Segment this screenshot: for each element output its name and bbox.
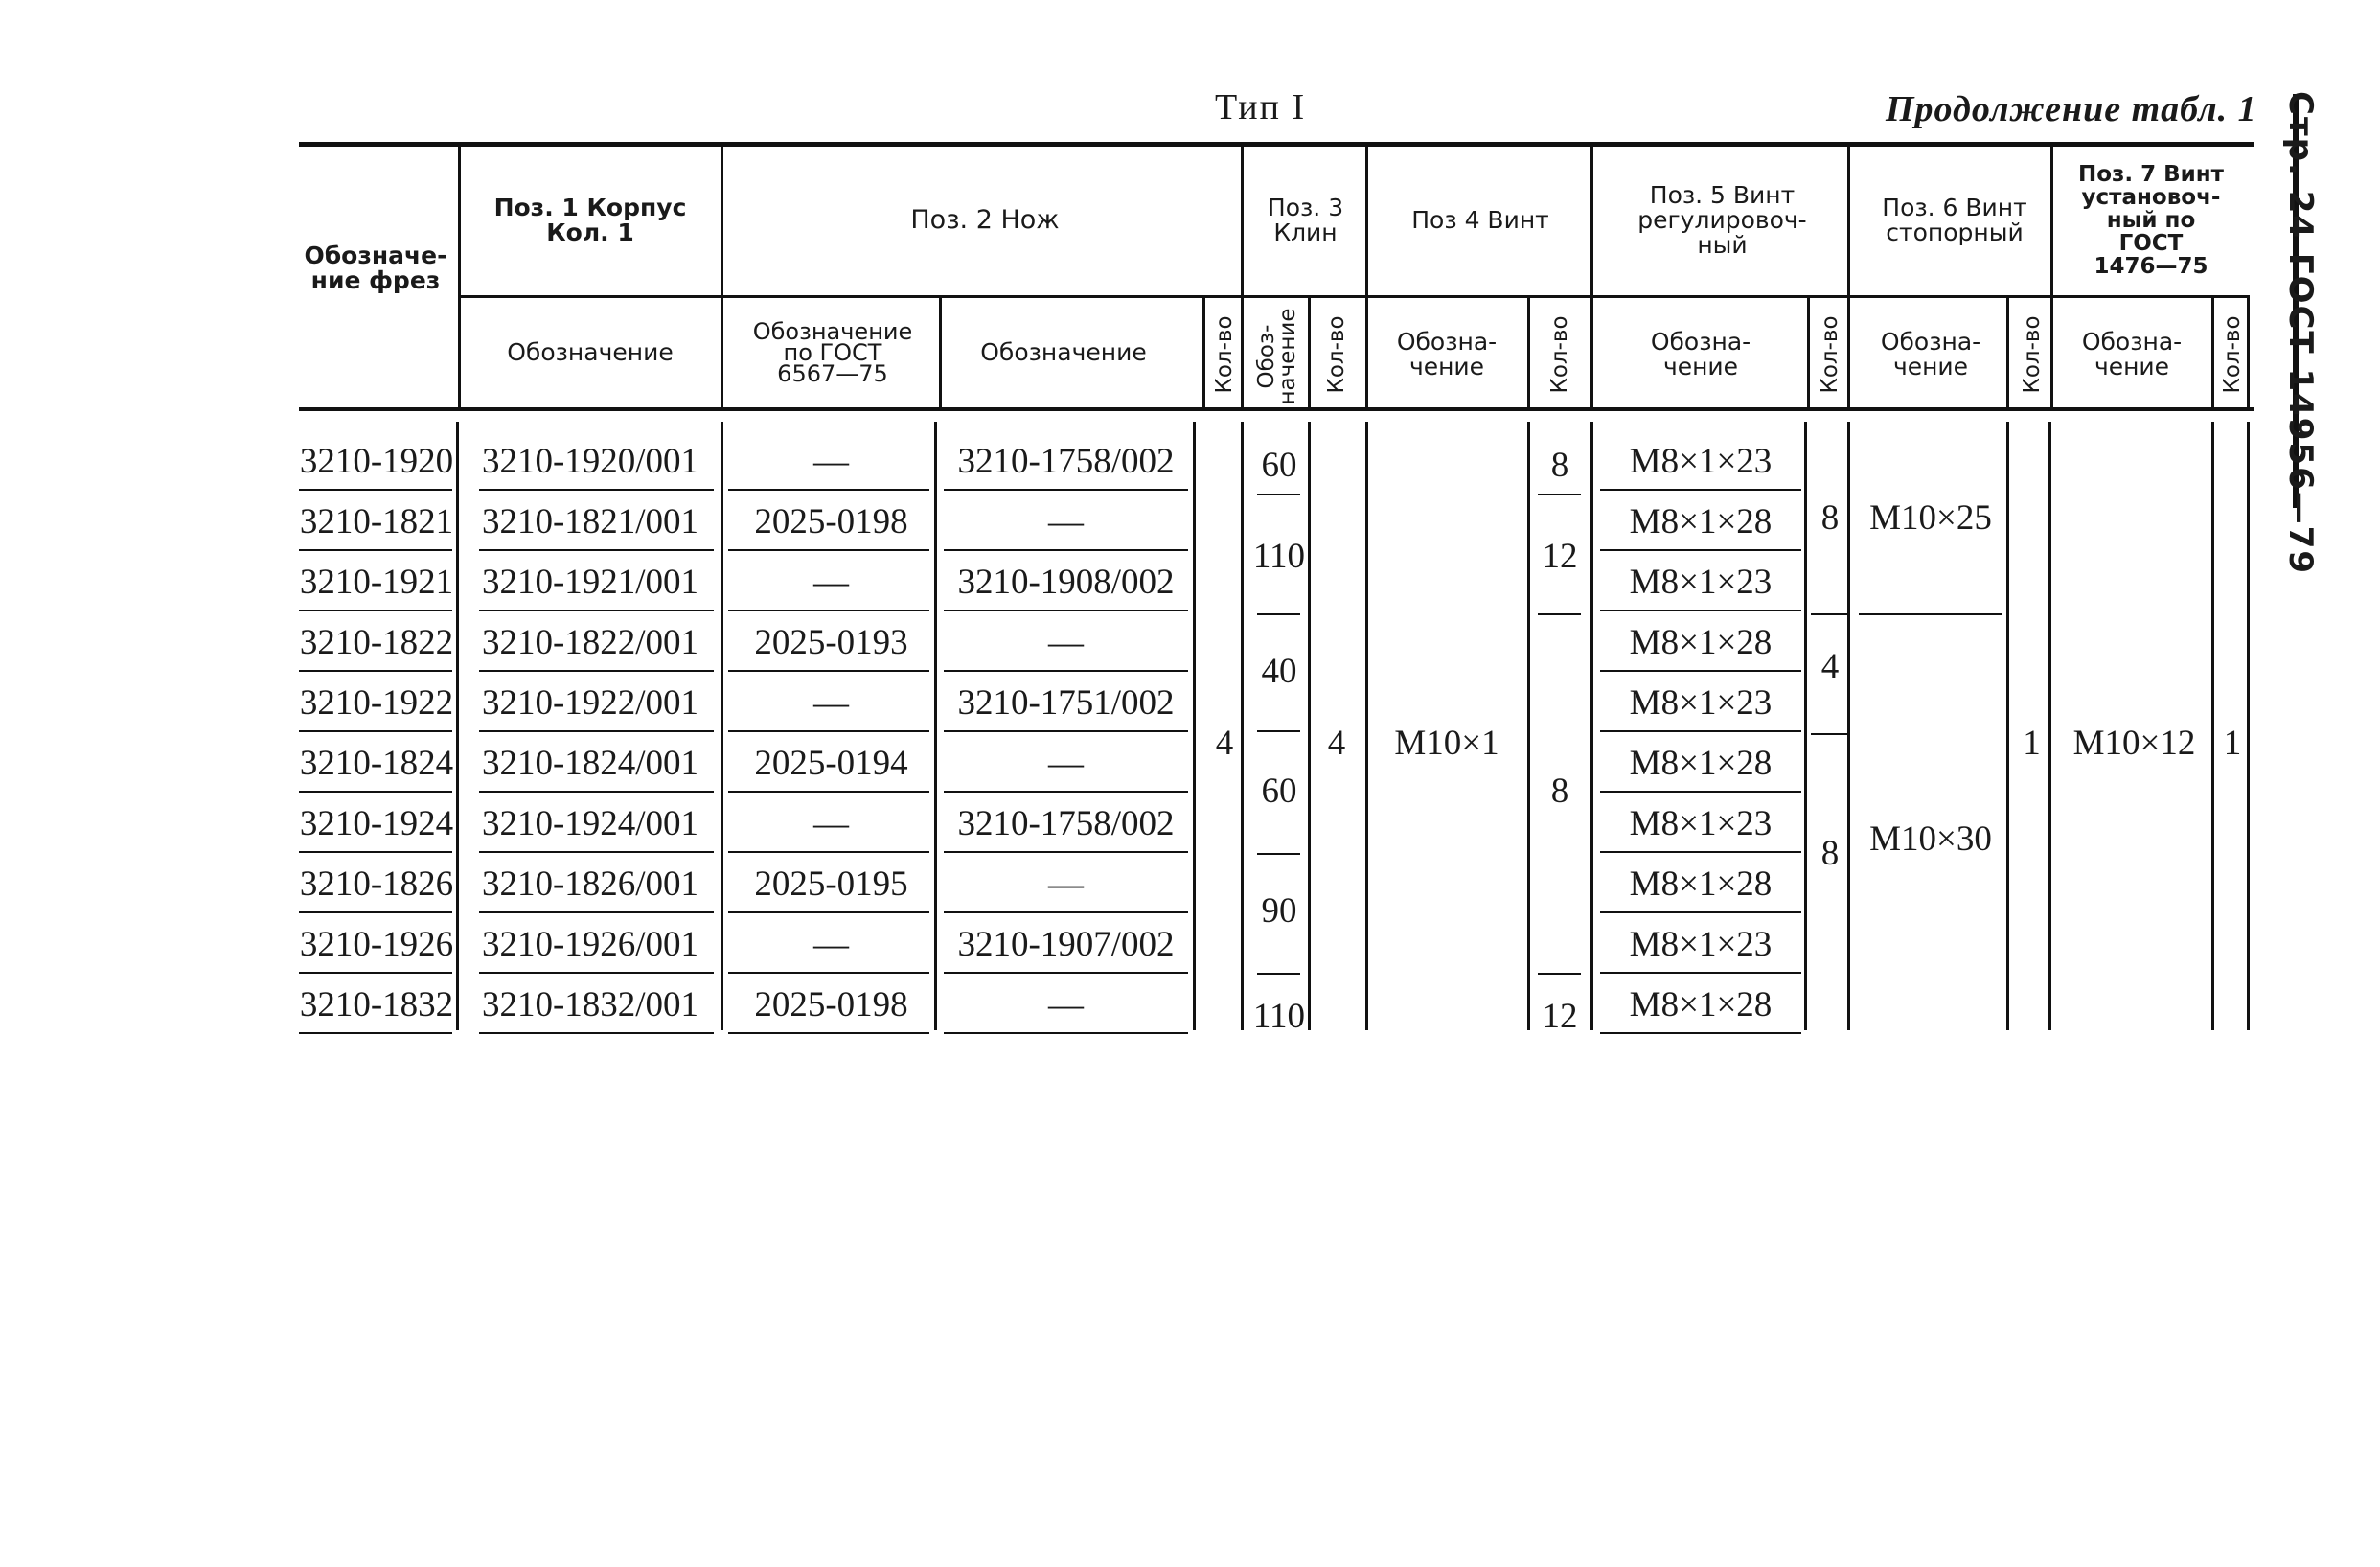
klin-obozn-1: 60 (1261, 445, 1297, 485)
poz6-rule (1859, 613, 2002, 615)
header-col-rule (1590, 144, 1593, 407)
top-rule (299, 142, 2254, 147)
cell-poz5: M8×1×23 (1629, 925, 1773, 964)
poz5-kol-1: 8 (1820, 497, 1840, 538)
header-col-rule (721, 144, 723, 407)
body-col-rule (1193, 422, 1196, 1030)
klin-kol: 4 (1327, 723, 1346, 763)
row-rule (479, 549, 714, 551)
header-col-rule (458, 144, 461, 407)
cell-poz1: 3210-1921/001 (481, 563, 699, 602)
klin-obozn-2: 110 (1252, 536, 1306, 576)
cell-gost: 2025-0194 (754, 744, 908, 783)
cell-nozh: — (1048, 744, 1084, 783)
poz5-kol-2: 4 (1820, 646, 1840, 686)
col-poz7-kol: Кол-во (2220, 315, 2245, 394)
cell-poz1: 3210-1922/001 (481, 683, 699, 723)
row-rule (299, 911, 452, 913)
cell-nozh: — (1048, 623, 1084, 662)
cell-poz1: 3210-1832/001 (481, 985, 699, 1025)
row-rule (479, 670, 714, 672)
row-rule (728, 972, 929, 974)
cell-gost: — (813, 563, 849, 602)
row-rule (728, 791, 929, 793)
poz4-obozn: M10×1 (1394, 723, 1499, 763)
klin-rule (1257, 730, 1300, 732)
row-rule (1600, 1032, 1801, 1034)
header-mid-rule (458, 295, 2250, 298)
col-poz7-sub-obozn: Обозна- чение (2081, 328, 2183, 380)
continuation-title: Продолжение табл. 1 (1886, 89, 2257, 129)
col-poz5-sub-obozn: Обозна- чение (1650, 328, 1751, 380)
cell-nozh: 3210-1758/002 (957, 804, 1175, 843)
col-poz1-sub: Обозначение (507, 337, 674, 366)
klin-obozn-5: 90 (1261, 890, 1297, 931)
cell-gost: 2025-0195 (754, 864, 908, 904)
klin-obozn-6: 110 (1252, 996, 1306, 1036)
cell-frez: 3210-1824 (299, 744, 454, 783)
klin-rule (1257, 494, 1300, 495)
poz5-kol-rule (1811, 613, 1847, 615)
cell-poz1: 3210-1826/001 (481, 864, 699, 904)
col-poz3-kol: Кол-во (1324, 315, 1349, 394)
cell-gost: — (813, 683, 849, 723)
poz7-kol: 1 (2223, 723, 2242, 763)
cell-poz5: M8×1×28 (1629, 864, 1773, 904)
row-rule (944, 911, 1188, 913)
col-poz5-kol: Кол-во (1818, 315, 1842, 394)
cell-nozh: — (1048, 985, 1084, 1025)
row-rule (728, 549, 929, 551)
row-rule (479, 972, 714, 974)
row-rule (728, 851, 929, 853)
poz4-rule (1538, 973, 1581, 975)
row-rule (299, 730, 452, 732)
col-poz7-title: Поз. 7 Винт установоч- ный по ГОСТ 1476—75 (2077, 162, 2225, 279)
body-col-rule (721, 422, 723, 1030)
cell-nozh: — (1048, 864, 1084, 904)
row-rule (479, 489, 714, 491)
row-rule (1600, 489, 1801, 491)
row-rule (1600, 911, 1801, 913)
cell-poz5: M8×1×28 (1629, 502, 1773, 542)
klin-obozn-4: 60 (1261, 771, 1297, 811)
cell-frez: 3210-1924 (299, 804, 454, 843)
col-poz5-title: Поз. 5 Винт регулировоч- ный (1637, 181, 1807, 259)
poz6-obozn-2: M10×30 (1869, 818, 1992, 859)
col-oboznachenie-frez: Обозначе- ние фрез (304, 242, 447, 294)
row-rule (299, 1032, 452, 1034)
row-rule (728, 911, 929, 913)
cell-frez: 3210-1920 (299, 442, 454, 481)
nozh-kol: 4 (1215, 723, 1234, 763)
col-poz4-sub-obozn: Обозна- чение (1396, 328, 1498, 380)
cell-poz1: 3210-1821/001 (481, 502, 699, 542)
poz4-kol-1: 8 (1550, 445, 1569, 485)
row-rule (1600, 610, 1801, 611)
cell-poz5: M8×1×28 (1629, 744, 1773, 783)
row-rule (299, 610, 452, 611)
cell-nozh: 3210-1751/002 (957, 683, 1175, 723)
header-subcol-rule (1308, 297, 1311, 407)
header-subcol-rule (939, 297, 942, 407)
poz4-kol-2: 12 (1542, 536, 1578, 576)
row-rule (479, 911, 714, 913)
row-rule (944, 670, 1188, 672)
page-label (2276, 91, 2333, 576)
cell-nozh: 3210-1908/002 (957, 563, 1175, 602)
cell-poz5: M8×1×23 (1629, 563, 1773, 602)
cell-gost: — (813, 442, 849, 481)
poz4-rule (1538, 494, 1581, 495)
row-rule (479, 1032, 714, 1034)
row-rule (479, 730, 714, 732)
cell-frez: 3210-1922 (299, 683, 454, 723)
row-rule (479, 610, 714, 611)
cell-nozh: 3210-1907/002 (957, 925, 1175, 964)
body-col-rule (1308, 422, 1311, 1030)
row-rule (1600, 670, 1801, 672)
body-col-rule (1527, 422, 1530, 1030)
poz5-kol-3: 8 (1820, 833, 1840, 873)
col-poz6-title: Поз. 6 Винт стопорный (1882, 194, 2027, 246)
cell-nozh: 3210-1758/002 (957, 442, 1175, 481)
cell-poz5: M8×1×23 (1629, 804, 1773, 843)
cell-poz1: 3210-1926/001 (481, 925, 699, 964)
row-rule (728, 610, 929, 611)
col-poz6-sub-obozn: Обозна- чение (1880, 328, 1981, 380)
row-rule (728, 730, 929, 732)
row-rule (299, 670, 452, 672)
poz6-kol: 1 (2023, 723, 2041, 763)
cell-poz5: M8×1×28 (1629, 623, 1773, 662)
row-rule (1600, 791, 1801, 793)
cell-gost: 2025-0198 (754, 502, 908, 542)
col-poz2-sub-obozn: Обозначение (980, 337, 1147, 366)
col-poz1-title: Поз. 1 Корпус Кол. 1 (493, 194, 687, 246)
col-poz2-title: Поз. 2 Нож (910, 205, 1060, 235)
cell-poz1: 3210-1924/001 (481, 804, 699, 843)
row-rule (728, 489, 929, 491)
cell-poz5: M8×1×23 (1629, 442, 1773, 481)
row-rule (944, 972, 1188, 974)
cell-poz5: M8×1×23 (1629, 683, 1773, 723)
poz4-rule (1538, 613, 1581, 615)
row-rule (479, 791, 714, 793)
row-rule (944, 791, 1188, 793)
header-col-rule (1365, 144, 1368, 407)
klin-rule (1257, 613, 1300, 615)
klin-rule (1257, 973, 1300, 975)
row-rule (1600, 851, 1801, 853)
row-rule (728, 1032, 929, 1034)
header-subcol-rule (1807, 297, 1810, 407)
cell-gost: — (813, 925, 849, 964)
row-rule (944, 610, 1188, 611)
poz5-kol-rule (1811, 733, 1847, 735)
cell-poz5: M8×1×28 (1629, 985, 1773, 1025)
klin-rule (1257, 853, 1300, 855)
row-rule (944, 730, 1188, 732)
poz7-obozn: M10×12 (2072, 723, 2196, 763)
klin-obozn-3: 40 (1261, 651, 1297, 691)
row-rule (944, 851, 1188, 853)
cell-nozh: — (1048, 502, 1084, 542)
col-poz3-sub-obozn: Обоз- начение (1254, 308, 1300, 405)
cell-frez: 3210-1921 (299, 563, 454, 602)
row-rule (1600, 730, 1801, 732)
row-rule (299, 791, 452, 793)
cell-gost: 2025-0193 (754, 623, 908, 662)
body-col-rule (1590, 422, 1593, 1030)
cell-gost: 2025-0198 (754, 985, 908, 1025)
col-poz3-title: Поз. 3 Клин (1267, 194, 1344, 246)
page-label-text: Стр. 24 ГОСТ 14956—79 (2281, 91, 2320, 576)
body-col-rule (934, 422, 937, 1030)
col-poz4-kol: Кол-во (1547, 315, 1572, 394)
cell-poz1: 3210-1824/001 (481, 744, 699, 783)
row-rule (299, 972, 452, 974)
cell-poz1: 3210-1920/001 (481, 442, 699, 481)
row-rule (944, 549, 1188, 551)
row-rule (944, 489, 1188, 491)
cell-frez: 3210-1926 (299, 925, 454, 964)
cell-frez: 3210-1821 (299, 502, 454, 542)
poz4-kol-3: 8 (1550, 771, 1569, 811)
col-poz2-sub-gost: Обозначение по ГОСТ 6567—75 (752, 317, 913, 387)
row-rule (1600, 549, 1801, 551)
row-rule (299, 851, 452, 853)
cell-frez: 3210-1826 (299, 864, 454, 904)
row-rule (944, 1032, 1188, 1034)
row-rule (299, 489, 452, 491)
row-rule (479, 851, 714, 853)
cell-frez: 3210-1832 (299, 985, 454, 1025)
col-poz2-kol: Кол-во (1212, 315, 1237, 394)
cell-frez: 3210-1822 (299, 623, 454, 662)
col-poz4-title: Поз 4 Винт (1411, 206, 1549, 234)
row-rule (728, 670, 929, 672)
header-subcol-rule (1527, 297, 1530, 407)
type-title: Тип I (1215, 87, 1307, 127)
body-col-rule (1365, 422, 1368, 1030)
cell-gost: — (813, 804, 849, 843)
poz6-obozn-1: M10×25 (1869, 497, 1992, 538)
row-rule (1600, 972, 1801, 974)
row-rule (299, 549, 452, 551)
col-poz6-kol: Кол-во (2019, 315, 2045, 394)
cell-poz1: 3210-1822/001 (481, 623, 699, 662)
poz4-kol-4: 12 (1542, 996, 1578, 1036)
